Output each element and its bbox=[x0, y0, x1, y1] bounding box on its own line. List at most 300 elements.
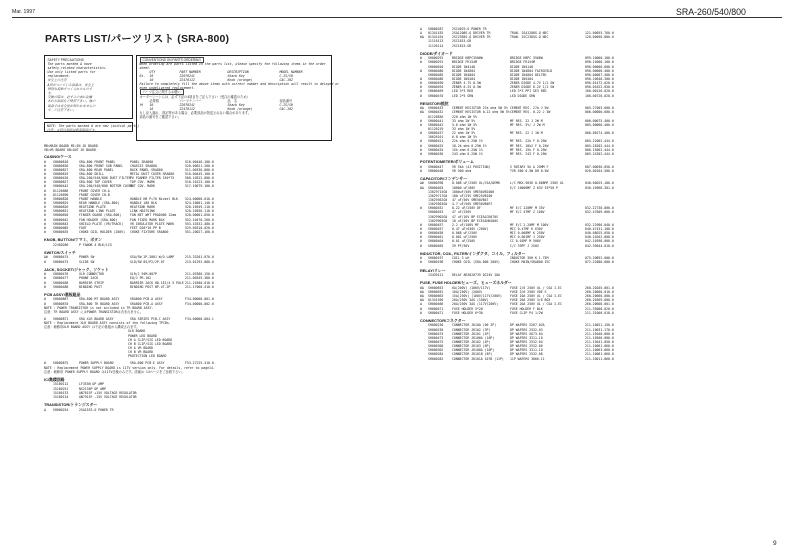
section-title: POTENTIOMETER/ボリューム bbox=[420, 158, 474, 164]
part-number: SH000475 bbox=[53, 259, 69, 264]
part-number: SH000434 bbox=[428, 147, 444, 152]
section-title: CAPACITOR/コンデンサー bbox=[420, 175, 468, 181]
mark: # bbox=[420, 168, 422, 173]
mark: # bbox=[44, 192, 46, 197]
example-cell: Knob (orange) bbox=[227, 77, 253, 82]
description: ZENER 4.7V 0.5W bbox=[452, 81, 481, 86]
safety-box bbox=[44, 55, 133, 119]
example-cell: Shack Key bbox=[227, 73, 245, 78]
alt-description: MF RES. 15k F 0.25W bbox=[510, 147, 547, 152]
description: SLIDE SW bbox=[79, 259, 95, 264]
mark: # bbox=[44, 167, 46, 172]
part-number: SH000302 bbox=[428, 348, 444, 353]
part-number: SH000452 bbox=[428, 206, 444, 211]
part-number: SH000827 bbox=[53, 180, 69, 185]
parts-row bbox=[420, 152, 760, 156]
part-number: SH000826 bbox=[53, 205, 69, 210]
order-code: 510-00445-100-0 bbox=[185, 172, 214, 177]
header-rule bbox=[12, 17, 782, 18]
mark: # bbox=[44, 184, 46, 189]
part-number: SH000457 bbox=[428, 222, 444, 227]
order-code: 040-47431-100-0 bbox=[585, 227, 614, 231]
order-code: 006-00274-400-0 bbox=[585, 131, 614, 136]
section-title: RESISTOR/抵抗 bbox=[420, 100, 449, 106]
safety-line: replacement. bbox=[47, 74, 71, 79]
safety-line: で、ご注意下さい。 bbox=[47, 107, 77, 112]
column-header: DESCRIPTION bbox=[227, 69, 249, 74]
example-label: Ex. bbox=[139, 73, 146, 78]
description: ZENER 6.2V 0.5W bbox=[452, 85, 481, 90]
alt-description: DP WAFERS 2532-03 bbox=[510, 327, 543, 332]
note-box bbox=[44, 122, 140, 132]
order-code: 211-17060-410-0 bbox=[185, 284, 214, 289]
order-code: 525-60310-020-0 bbox=[185, 225, 214, 230]
order-code: 551-20027-160-0 bbox=[185, 229, 214, 234]
section-title: JACK, SOCKET/ジャック、ソケット bbox=[44, 266, 109, 272]
alt-description: CHOKE MAIN/SRA800 IEC bbox=[510, 260, 551, 265]
order-code: 260-20369-000-0 bbox=[585, 298, 614, 303]
order-code: 260-20660-000-0 bbox=[585, 294, 614, 299]
header-date: Mar. 1997 bbox=[12, 9, 36, 15]
description: LED 3*3 RED bbox=[452, 89, 474, 94]
mark: # bbox=[44, 280, 46, 285]
description: VR 5kA (41 POSITION) bbox=[452, 164, 491, 169]
description: CONNECTOR JK101 (4P) bbox=[452, 331, 491, 336]
description: 0.068 uF/250V bbox=[452, 231, 477, 236]
alt-description: DIODE 1N4004 FAIRCHILD bbox=[510, 68, 553, 73]
description: 4.7 uF/50V SME50VB4R7 bbox=[452, 202, 493, 207]
description: VR 500 ohm bbox=[452, 168, 472, 173]
alt-description: FUSE 3/6 250V VDE S bbox=[510, 290, 547, 295]
part-number: SH000441 bbox=[428, 118, 444, 123]
description: 33 ohm 2W 5% bbox=[452, 118, 476, 123]
part-number: 01341435 bbox=[428, 31, 444, 36]
part-number: 01126690 bbox=[53, 192, 69, 197]
alt-description: BRIDGE KBPC 3506W bbox=[510, 56, 543, 61]
alt-description: HANDLE 180 BLK bbox=[130, 201, 157, 205]
order-code: 553-10332-480-0 bbox=[185, 221, 214, 226]
description: CONNECTOR JK100A (10P) bbox=[452, 335, 495, 340]
jp-footer-line: もし記入漏れ、誤記等がある場合、必要部品が発送されない場合があります。 bbox=[139, 111, 251, 116]
description: 20A/250V 3AG (100V) bbox=[452, 298, 489, 303]
part-number: SH000442 bbox=[428, 122, 444, 127]
alt-description: FUSE 20A 250V UL / CSA I.EC bbox=[510, 302, 562, 307]
alt-description: FUSE 10A 250V UL / CSA I.EC bbox=[510, 294, 562, 299]
mark: # bbox=[420, 310, 422, 315]
mark: #Δ bbox=[420, 285, 424, 290]
alt-description: BACK PANEL SRA800 bbox=[130, 167, 163, 172]
section-title: FUSE, FUSE HOLDER/ヒューズ、ヒューズホルダー bbox=[420, 280, 512, 286]
order-code: 042-39044-010-0 bbox=[585, 243, 614, 248]
description: 2SC2385S-Q DRIVER TR bbox=[452, 35, 491, 40]
conventions-intro-line: When ordering are parts listed in the parts list, please specify the following items in the order sheet. bbox=[139, 61, 326, 70]
section-title: IC/集積回路 bbox=[44, 376, 65, 382]
description: FUSE HOLDER 5*20 bbox=[452, 306, 483, 311]
part-number: 13629902G0 bbox=[428, 214, 448, 219]
parts-row bbox=[420, 244, 760, 248]
section-title: PCB ASSY/基板組品 bbox=[44, 291, 81, 297]
order-code: 211-10500-000-0 bbox=[585, 335, 614, 340]
alt-description: BARRIER JACK HD-1E2/4 5 POLE bbox=[130, 280, 184, 285]
part-number: SH000494 bbox=[428, 85, 444, 90]
description: SRA-260/540/800 DUST FILTER bbox=[79, 176, 131, 181]
order-code: 211-31000-010-0 bbox=[585, 310, 614, 315]
order-code: 075-20892-000-0 bbox=[585, 256, 614, 261]
description: CONNECTOR JK100A (10P) bbox=[452, 348, 495, 353]
mark: #Δ bbox=[420, 185, 424, 190]
order-code: 040-60025-100-0 bbox=[585, 181, 614, 186]
mark: Δ bbox=[420, 302, 422, 307]
alt-description: MF RES. 22k F 0.25W bbox=[510, 139, 547, 144]
order-code bbox=[185, 243, 228, 247]
mark: # bbox=[420, 118, 422, 123]
part-number: SH000432 bbox=[428, 110, 444, 115]
order-code: 100-00120-020-0 bbox=[585, 89, 614, 94]
mark: # bbox=[420, 235, 422, 240]
order-code: 260-20205-001-0 bbox=[585, 285, 614, 290]
alt-description: PANEL SRA800 bbox=[130, 159, 154, 164]
description: 6A(200V) (100V/117V) bbox=[452, 285, 491, 290]
mark: # bbox=[420, 131, 422, 136]
part-number: SH000287 bbox=[428, 27, 444, 31]
description: P FANOB 4 BLK/LCG bbox=[79, 242, 112, 247]
alt-description: DP WAFERS 3311-10 bbox=[510, 335, 543, 340]
part-number: SH000447 bbox=[428, 164, 444, 169]
part-number: SH000653 bbox=[428, 285, 444, 290]
order-code: 211-24580-010-0 bbox=[185, 280, 214, 285]
alt-description: DP WAFERS 2532-06 bbox=[510, 344, 543, 349]
part-number: SH000453 bbox=[428, 210, 444, 215]
safety-line: The parts marked Δ have bbox=[47, 61, 92, 66]
part-number: 01126219 bbox=[428, 127, 444, 131]
alt-description: LED DIODE GRN bbox=[510, 93, 535, 98]
part-number: SH000230 bbox=[428, 323, 444, 328]
alt-description: TVR 500 0.5W DH 0.5W bbox=[510, 168, 549, 173]
description: 0.47 uF/630V (200V) bbox=[452, 227, 489, 231]
jp-footer-line: 部品の番号をご確認下さい。 bbox=[139, 115, 181, 120]
description: FOOT bbox=[79, 225, 87, 230]
part-number: 13629715G0 bbox=[428, 189, 448, 194]
alt-description: LED 3*3 PPI GE3 RED bbox=[510, 89, 547, 94]
alt-description: BRIDGE FR154M bbox=[510, 60, 535, 65]
alt-description bbox=[130, 395, 185, 399]
mark: Δ bbox=[44, 407, 46, 412]
safety-line: 特別な規格でつくられたもので bbox=[47, 86, 93, 91]
conventions-example bbox=[140, 74, 329, 82]
part-number: SH000474 bbox=[53, 255, 69, 260]
alt-description: MF RES. 22 J 2W M bbox=[510, 118, 543, 123]
order-code: 030-10968-301-0 bbox=[585, 185, 614, 190]
description: 10A(250V) (200V) bbox=[452, 290, 483, 295]
column-header: PART NUMBER bbox=[179, 69, 201, 74]
mark: # bbox=[420, 81, 422, 86]
conventions-box bbox=[136, 55, 340, 141]
part-number: SH000485 bbox=[428, 72, 444, 77]
mark: # bbox=[44, 213, 46, 218]
mark: # bbox=[420, 93, 422, 98]
example-label: 例 bbox=[139, 103, 143, 107]
part-number: SH000198 bbox=[428, 260, 444, 265]
pcb-note: NOTE : Replacement POWER SUPPLY BOARD is 117V version only. For details, refer to page14. bbox=[44, 365, 215, 370]
section-title: CONNECTOR/コネクター bbox=[420, 317, 466, 323]
order-code: 517-10679-100-0 bbox=[185, 184, 214, 189]
example-cell: C-2S/S0 bbox=[279, 103, 293, 107]
description: REAR HANDLE (SRA-800) bbox=[79, 201, 120, 205]
part-number: SH000486 bbox=[428, 77, 444, 81]
part-number: SH000632 bbox=[428, 290, 444, 295]
safety-heading: SAFETY PRECAUTIONS bbox=[47, 57, 84, 62]
alt-description: EQ/J PR-102 bbox=[130, 276, 152, 281]
mark: Δ# bbox=[44, 255, 48, 260]
part-number: 13629717G0 bbox=[428, 193, 448, 198]
alt-description: XLR/J 94M-007P bbox=[130, 272, 157, 277]
alt-description: HEATSINK MARK bbox=[130, 205, 155, 210]
order-code: 211-10031-170-0 bbox=[585, 327, 614, 332]
pcb-note: NOTE : Replacement XLR BOARD ASSY consists of the following TPCBs. bbox=[44, 321, 171, 326]
description: SRA XLR BOARD ASSY bbox=[79, 317, 114, 322]
description: SRA-800 TOP COVER bbox=[79, 180, 112, 185]
mark: #Δ bbox=[420, 290, 424, 295]
example-cell: CAC-102 bbox=[279, 107, 293, 112]
alt-description: SRA800 PCB-A ASSY bbox=[130, 301, 163, 306]
order-code: 005-27003-600-0 bbox=[585, 106, 614, 111]
parts-row bbox=[44, 243, 324, 247]
example-cell: Knob (orange) bbox=[227, 107, 253, 112]
part-number: SH000871 bbox=[53, 317, 69, 322]
example-cell: 10 bbox=[149, 103, 154, 107]
alt-description: SRA SERIES PCB-C ASSY bbox=[130, 317, 171, 322]
part-number: SH000436 bbox=[428, 151, 444, 156]
parts-row bbox=[420, 44, 760, 48]
description: DIODE 1N5404 bbox=[452, 77, 476, 81]
description: 2SC4029-O POWER TR bbox=[452, 27, 487, 31]
note-line: NOTE: The parts marked # are new (initial parts) bbox=[47, 123, 140, 128]
conventions-intro bbox=[140, 62, 329, 70]
mark: # bbox=[44, 317, 46, 322]
alt-description: SLD/SW 8S/P2/2P-07 bbox=[130, 259, 165, 264]
pcb-sub-board: CH B VR BOARD bbox=[128, 350, 153, 355]
part-number: SH000819 bbox=[53, 172, 69, 177]
order-code: 211-15040-000-0 bbox=[585, 331, 614, 336]
alt-description: MF E/C 47MF Z 100V bbox=[510, 210, 545, 215]
example-cell: 22470112 bbox=[179, 107, 195, 112]
order-code: 005-18202-444-0 bbox=[585, 143, 614, 148]
part-number: 01126686 bbox=[53, 188, 69, 193]
description: FRONT HANDLE bbox=[79, 196, 103, 201]
description: 18.2k ohm 0.25W 1% bbox=[452, 143, 487, 148]
description: 2SA1553-O POWER TR bbox=[79, 407, 114, 412]
alt-description: S ROTARY 5k A 25MM F bbox=[510, 164, 549, 169]
order-code: 215-01292-080-0 bbox=[185, 259, 214, 264]
part-number: 13439121 bbox=[428, 273, 444, 278]
parts-row bbox=[420, 273, 760, 277]
mark: # bbox=[420, 85, 422, 90]
order-code: 510-10123-100-0 bbox=[185, 180, 214, 185]
parts-row bbox=[44, 230, 324, 234]
column-header: MODEL NUMBER bbox=[279, 69, 303, 74]
order-code: 211-10011-060-0 bbox=[585, 356, 614, 361]
order-code: 096-10640-300-0 bbox=[585, 77, 614, 81]
order-code: 520-00621-200-0 bbox=[185, 163, 214, 168]
mark: # bbox=[420, 122, 422, 127]
order-code: 005-22002-444-0 bbox=[585, 139, 614, 144]
alt-description: MF RES. 18k2 F 0.25W bbox=[510, 143, 549, 148]
part-number: SH000475 bbox=[428, 340, 444, 345]
mark: #Δ bbox=[420, 298, 424, 303]
parts-row bbox=[44, 260, 324, 264]
mark: # bbox=[420, 139, 422, 144]
alt-description: DP WAFERS 3311-10 bbox=[510, 348, 543, 353]
jp-column-header: 必要数 bbox=[149, 98, 160, 103]
description: SRA-260/540/800 BOTTOM COVER bbox=[79, 184, 133, 189]
part-number: SH000825 bbox=[53, 201, 69, 205]
alt-description: SRA800 PCB-A ASSY bbox=[130, 297, 163, 302]
order-code: 040-68025-050-0 bbox=[585, 231, 614, 236]
safety-line: Δ印がついている部品は、安全上 bbox=[47, 82, 95, 87]
mark: # bbox=[44, 361, 46, 366]
pcb-note: NOTE : POWER TRANSISTOR is not included in TR BOARD ASSY. bbox=[44, 305, 154, 310]
part-number: SH000437 bbox=[428, 131, 444, 136]
safety-line: Use only listed parts for bbox=[47, 70, 96, 75]
conventions-heading: CONVENTIONS ON PARTS ORDERING bbox=[140, 58, 329, 62]
part-number: SH000471 bbox=[428, 306, 444, 311]
order-code: 040-10202-000-0 bbox=[585, 235, 614, 240]
alt-description: SRA-800 PCB-E ASSY bbox=[130, 361, 165, 366]
part-number: 13629562G0 bbox=[428, 198, 448, 203]
description: COIL 3 uH bbox=[452, 256, 470, 261]
alt-description: SSA/SW 2P-3001 W/O LAMP bbox=[130, 255, 175, 260]
description: 100 uF/25V SME25VB100 bbox=[452, 193, 493, 198]
example-cell: Shack Key bbox=[227, 103, 245, 107]
alt-description: PU FOAMER FILTER 150*75 bbox=[130, 176, 175, 181]
example-cell: 10 bbox=[149, 73, 154, 78]
mark: # bbox=[44, 217, 46, 222]
order-code: 211-15041-050-0 bbox=[585, 340, 614, 345]
order-code: 511-00336-000-0 bbox=[185, 167, 214, 172]
description: CEMENT RESISTOR 27a ohm 5W 5% bbox=[452, 106, 508, 111]
pcb-note: 注意：補修用XLR BOARD ASSY は下記の基板から構成されます。 bbox=[44, 325, 140, 330]
part-number: 15160134 bbox=[53, 394, 69, 399]
alt-description: FAN NET WHT PRAD460 12mm bbox=[130, 213, 177, 218]
part-number: SH000828 bbox=[53, 196, 69, 201]
pcb-sub-board: CH A CLIP/SIG LED BOARD bbox=[128, 337, 173, 342]
order-code: 560-10522-000-0 bbox=[185, 176, 214, 181]
mark: # bbox=[420, 239, 422, 244]
order-code: 211-10063-060-0 bbox=[585, 348, 614, 353]
mark bbox=[420, 357, 428, 361]
alt-description: MIC 0.001MF J 250V bbox=[510, 235, 545, 240]
part-number: SH000476 bbox=[53, 272, 69, 277]
order-code: 042-10398-000-0 bbox=[585, 239, 614, 244]
safety-line: 交換の際は、必ずこの表に記載 bbox=[47, 95, 93, 100]
alt-description: DP WAFERS 2532-08 bbox=[510, 352, 543, 357]
mark: # bbox=[44, 196, 46, 201]
description: 2SA1208S-Q DRIVER TR bbox=[452, 31, 491, 36]
alt-description: TRAN. 2SA1208S-Q NEC bbox=[510, 31, 549, 36]
mark bbox=[44, 395, 53, 399]
part-number: SH000457 bbox=[428, 227, 444, 231]
alt-description: HANDLE HB P=70 Nickel BLK bbox=[130, 196, 178, 201]
order-code: 510-00446-100-0 bbox=[185, 159, 214, 164]
jp-column-header: 品 名 bbox=[227, 98, 238, 103]
parts-row bbox=[420, 260, 760, 264]
mark: # bbox=[44, 188, 46, 193]
section-title: INDUCTOR, COIL, FILTER/インダクタ、コイル、フィルター bbox=[420, 250, 526, 256]
alt-description bbox=[510, 44, 585, 48]
order-code: 211-33000-020-0 bbox=[585, 306, 614, 311]
mark: #Δ bbox=[420, 106, 424, 111]
alt-description: FUSE HOLDER F BLK bbox=[510, 306, 543, 311]
part-number: SH000085 bbox=[53, 225, 69, 230]
order-code: 524-10601-140-0 bbox=[185, 201, 214, 205]
description: POWER SW bbox=[79, 255, 95, 260]
description: SHIELD PLATE (VR/TRACK) bbox=[79, 221, 124, 226]
mark: # bbox=[44, 225, 46, 230]
order-code: 260-20600-010-0 bbox=[585, 290, 614, 295]
alt-description: MF RES. 22 J 1W M bbox=[510, 131, 543, 136]
mark: #Δ bbox=[420, 35, 424, 40]
description: 0.001 uF/250V bbox=[452, 235, 477, 240]
part-number: SH000470 bbox=[428, 93, 444, 98]
part-number: SH000300 bbox=[428, 344, 444, 349]
description: CEMENT RESISTOR 0.22 ohm 5W 5% bbox=[452, 110, 510, 115]
description: CONNECTOR JK102 (4P) bbox=[452, 340, 491, 345]
part-number: 13629903G0 bbox=[428, 218, 448, 223]
conventions-jp-heading: パーツ注文に関するお願い bbox=[140, 90, 329, 94]
alt-description: DIODE 1N4004 DELTEK bbox=[510, 72, 547, 77]
order-code: 100-00720-020-0 bbox=[585, 93, 614, 98]
section-title: SWITCH/スイッチ bbox=[44, 249, 76, 255]
mark: # bbox=[420, 147, 422, 152]
alt-description: FUSE CLIP P4 1/2W bbox=[510, 310, 543, 315]
description: FAN HOLDER (SRA-800) bbox=[79, 217, 118, 222]
description: AN7915F -15V VOLTAGE REGULATOR bbox=[79, 394, 137, 399]
alt-description: CHOKE FIXTURE SRA800 bbox=[130, 229, 169, 234]
description: LED 2*5 GRN bbox=[452, 93, 474, 98]
part-number: SH000398 bbox=[428, 181, 444, 186]
order-code: 005-24302-444-0 bbox=[585, 151, 614, 156]
alt-description: CEMENT RES. 27a J 5W bbox=[510, 106, 549, 111]
description: 20A/250V 3AG (117V/200V) bbox=[452, 302, 499, 307]
part-number: 22450286 bbox=[53, 242, 69, 247]
order-code: 072-22080-000-0 bbox=[585, 260, 614, 265]
alt-description: MF E/C 220MF M 35V bbox=[510, 206, 545, 211]
description: NS2136P OP AMP bbox=[79, 386, 106, 391]
order-code: 006-00000-600-0 bbox=[585, 110, 614, 115]
note-line: 注意：＃印の部品は新規部品です。 bbox=[47, 127, 98, 132]
order-code: F53-27225-410-0 bbox=[185, 361, 214, 366]
part-number: SH000843 bbox=[53, 221, 69, 226]
mark bbox=[420, 273, 428, 277]
part-number: SH000831 bbox=[53, 209, 69, 214]
mark: #Δ bbox=[420, 110, 424, 115]
part-number: SH000282 bbox=[428, 356, 444, 361]
description: 243 ohm 0.25W 1% bbox=[452, 151, 483, 156]
mark: # bbox=[44, 209, 46, 214]
part-number: SH000291 bbox=[428, 60, 444, 65]
example-cell: CAC-102 bbox=[279, 77, 293, 82]
description: XLR CONNECTOR bbox=[79, 272, 104, 277]
part-number: SH000421 bbox=[428, 139, 444, 144]
alt-description: 11P WAFERS 3066-11 bbox=[510, 356, 545, 361]
order-code: 211-10081-060-0 bbox=[585, 352, 614, 357]
order-code: F34-00000-002-0 bbox=[185, 301, 214, 306]
part-number: SH000471 bbox=[428, 310, 444, 315]
part-number: SH000230 bbox=[428, 327, 444, 332]
description: LF353N OP AMP bbox=[79, 382, 104, 387]
order-code: 121-00055-760-0 bbox=[585, 31, 614, 36]
alt-description: FUSE 2/6 250V UL / CSA I.EC bbox=[510, 285, 562, 290]
